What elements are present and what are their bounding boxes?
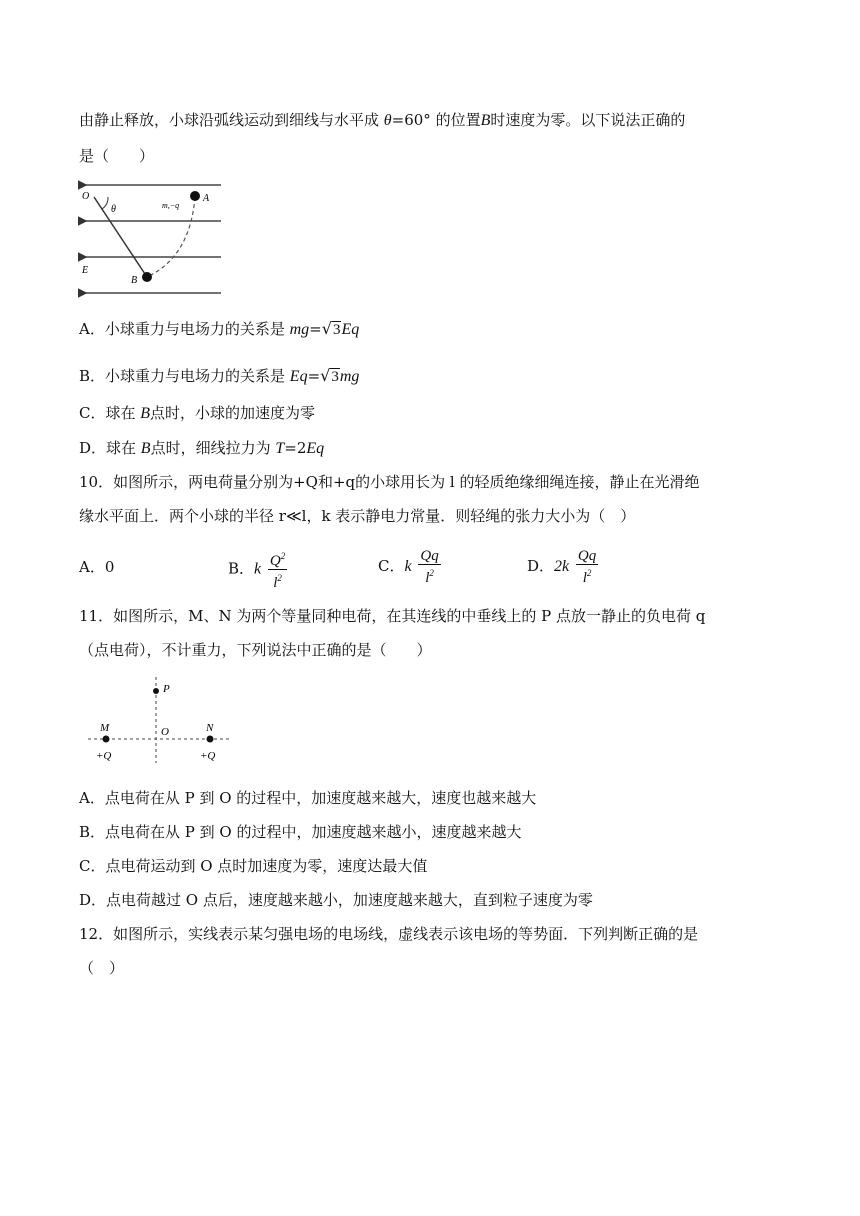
q11-option-c: C．点电荷运动到 O 点时加速度为零，速度达最大值 [79, 857, 428, 875]
q10-option-c: C．k $\frac{Qq}{l^2}$ [378, 548, 439, 586]
ball-A [190, 191, 200, 201]
q10-stem-line2: 缘水平面上．两个小球的半径 r≪l，k 表示静电力常量．则轻绳的张力大小为（ ） [79, 507, 636, 525]
charge-N [207, 736, 214, 743]
label-qM: +Q [96, 750, 112, 762]
q9-stem-line2: 是（ ） [79, 147, 155, 165]
q12-stem-line2: （ ） [79, 959, 125, 977]
thread-line [94, 197, 147, 277]
q10-option-d: D．2k $\frac{Qq}{l^2}$ [527, 548, 597, 586]
label-O: O [161, 726, 169, 738]
label-qN: +Q [200, 750, 216, 762]
label-theta: θ [111, 204, 116, 215]
q12-stem-line1: 12．如图所示，实线表示某匀强电场的电场线，虚线表示该电场的等势面．下列判断正确的是 [79, 925, 699, 943]
label-B: B [131, 275, 138, 286]
q10-option-b: B．k $\frac{Q^2}{l^2}$ [228, 548, 289, 591]
q9-option-d: D．球在 B点时，细线拉力为 T=2Eq [79, 439, 325, 457]
q10-stem-line1: 10．如图所示，两电荷量分别为+Q和+q的小球用长为 l 的轻质绝缘细绳连接，静止在光滑绝 [79, 473, 700, 491]
field-lines [86, 185, 221, 293]
point-P [153, 688, 159, 694]
ball-B [142, 272, 152, 282]
q9-stem-line1: 由静止释放，小球沿弧线运动到细线与水平成 θ=60° 的位置B时速度为零。以下说法正确的 [79, 111, 686, 129]
label-P: P [163, 683, 170, 695]
label-A: A [203, 193, 210, 204]
charge-M [103, 736, 110, 743]
label-O: O [82, 191, 90, 202]
q11-option-b: B．点电荷在从 P 到 O 的过程中，加速度越来越小，速度越来越大 [79, 823, 522, 841]
label-M: M [100, 722, 110, 734]
q11-stem-line1: 11．如图所示，M、N 为两个等量同种电荷，在其连线的中垂线上的 P 点放一静止的负电荷 q [79, 607, 706, 625]
q9-field-figure [78, 175, 228, 300]
q9-option-b: B．小球重力与电场力的关系是 Eq=√3mg [79, 366, 360, 385]
q11-stem-line2: （点电荷），不计重力，下列说法中正确的是（ ） [79, 641, 432, 659]
label-E: E [82, 265, 89, 276]
q11-charges-figure [86, 675, 236, 770]
label-N: N [206, 722, 214, 734]
q10-option-a: A．0 [79, 558, 115, 576]
q9-option-a: A．小球重力与电场力的关系是 mg=√3Eq [79, 319, 360, 338]
q9-option-c: C．球在 B点时，小球的加速度为零 [79, 404, 316, 422]
label-mq: m,−q [162, 201, 180, 210]
theta-arc [102, 197, 108, 209]
q11-option-a: A．点电荷在从 P 到 O 的过程中，加速度越来越大，速度也越来越大 [79, 789, 537, 807]
q11-option-d: D．点电荷越过 O 点后，速度越来越小，加速度越来越大，直到粒子速度为零 [79, 891, 593, 909]
